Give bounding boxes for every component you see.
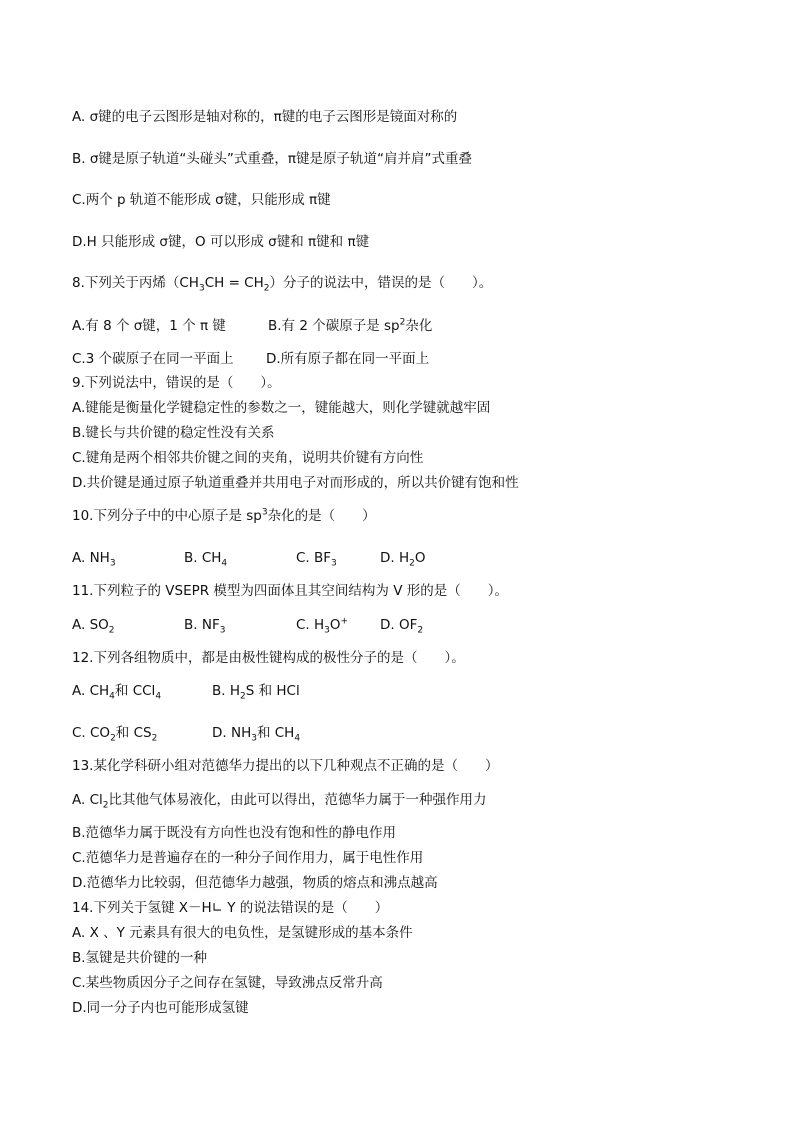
q10-option-d: D. $H_2O$	[380, 550, 426, 569]
q7-option-a: A. σ键的电子云图形是轴对称的，π键的电子云图形是镜面对称的	[72, 109, 458, 125]
q9-option-b: B.键长与共价键的稳定性没有关系	[72, 425, 275, 441]
q10-option-c: C. $BF_3$	[296, 550, 337, 569]
q11-option-d: D. $OF_2$	[380, 617, 424, 636]
q9-option-a: A.键能是衡量化学键稳定性的参数之一，键能越大，则化学键就越牢固	[72, 400, 491, 416]
q8-option-b: B.有 2 个碳原子是 $sp^2$杂化	[268, 317, 433, 334]
q8-stem: 8.下列关于丙烯$(CH_3CH = CH_2)$分子的说法中，错误的是（ ）。	[72, 275, 493, 294]
q13-stem: 13.某化学科研小组对范德华力提出的以下几种观点不正确的是（ ）	[72, 758, 499, 774]
q12-option-d: D. $NH_3$和 $CH_4$	[212, 725, 301, 744]
q11-options	[72, 616, 423, 634]
q14-option-d: D.同一分子内也可能形成氢键	[72, 1000, 249, 1016]
q9-stem: 9.下列说法中，错误的是（ ）。	[72, 375, 281, 391]
q10-option-a: A. $NH_3$	[72, 550, 116, 569]
q8-options-row2	[72, 350, 429, 368]
q8-option-a: A.有 8 个 σ键，1 个 π 键	[72, 318, 226, 334]
q12-options-row2	[72, 724, 300, 742]
q9-option-d: D.共价键是通过原子轨道重叠并共用电子对而形成的，所以共价键有饱和性	[72, 475, 519, 491]
q8-options-row1	[72, 317, 432, 335]
q13-option-c: C.范德华力是普遍存在的一种分子间作用力，属于电性作用	[72, 850, 424, 866]
q14-option-c: C.某些物质因分子之间存在氢键，导致沸点反常升高	[72, 975, 383, 991]
q11-option-a: A. $SO_2$	[72, 617, 115, 636]
q7-option-d: D.H 只能形成 σ键，O 可以形成 σ键和 π键和 π键	[72, 234, 370, 250]
q7-option-c: C.两个 p 轨道不能形成 σ键，只能形成 π键	[72, 192, 331, 208]
q12-option-b: B. $H_2S$ 和 HCl	[212, 683, 300, 702]
q14-option-a: A. X 、Y 元素具有很大的电负性，是氢键形成的基本条件	[72, 925, 413, 941]
q8-option-d: D.所有原子都在同一平面上	[266, 351, 430, 367]
q12-option-a: A. $CH_4$和 CCl$_4$	[72, 683, 162, 702]
q10-option-b: B. $CH_4$	[184, 550, 228, 569]
q13-option-d: D.范德华力比较弱，但范德华力越强，物质的熔点和沸点越高	[72, 875, 438, 891]
q7-option-b: B. σ键是原子轨道“头碰头”式重叠，π键是原子轨道“肩并肩”式重叠	[72, 151, 473, 167]
q13-option-b: B.范德华力属于既没有方向性也没有饱和性的静电作用	[72, 825, 397, 841]
q12-options-row1	[72, 682, 300, 700]
q12-stem: 12.下列各组物质中，都是由极性键构成的极性分子的是（ ）。	[72, 650, 465, 666]
q11-option-c: C. $H_3O^+$	[296, 616, 349, 636]
q12-option-c: C. $CO_2$和 $CS_2$	[72, 725, 158, 744]
q10-options	[72, 549, 426, 567]
q10-stem: 10.下列分子中的中心原子是 $sp^3$杂化的是（ ）	[72, 507, 376, 524]
q14-option-b: B.氢键是共价键的一种	[72, 950, 208, 966]
q14-stem: 14.下列关于氢键 X－H∟ Y 的说法错误的是（ ）	[72, 900, 389, 916]
q13-option-a: A. $Cl_2$比其他气体易液化，由此可以得出，范德华力属于一种强作用力	[72, 792, 487, 811]
q8-option-c: C.3 个碳原子在同一平面上	[72, 351, 234, 367]
q9-option-c: C.键角是两个相邻共价键之间的夹角，说明共价键有方向性	[72, 450, 424, 466]
q11-option-b: B. $NF_3$	[184, 617, 226, 636]
q11-stem: 11.下列粒子的 VSEPR 模型为四面体且其空间结构为 V 形的是（ ）。	[72, 583, 508, 599]
